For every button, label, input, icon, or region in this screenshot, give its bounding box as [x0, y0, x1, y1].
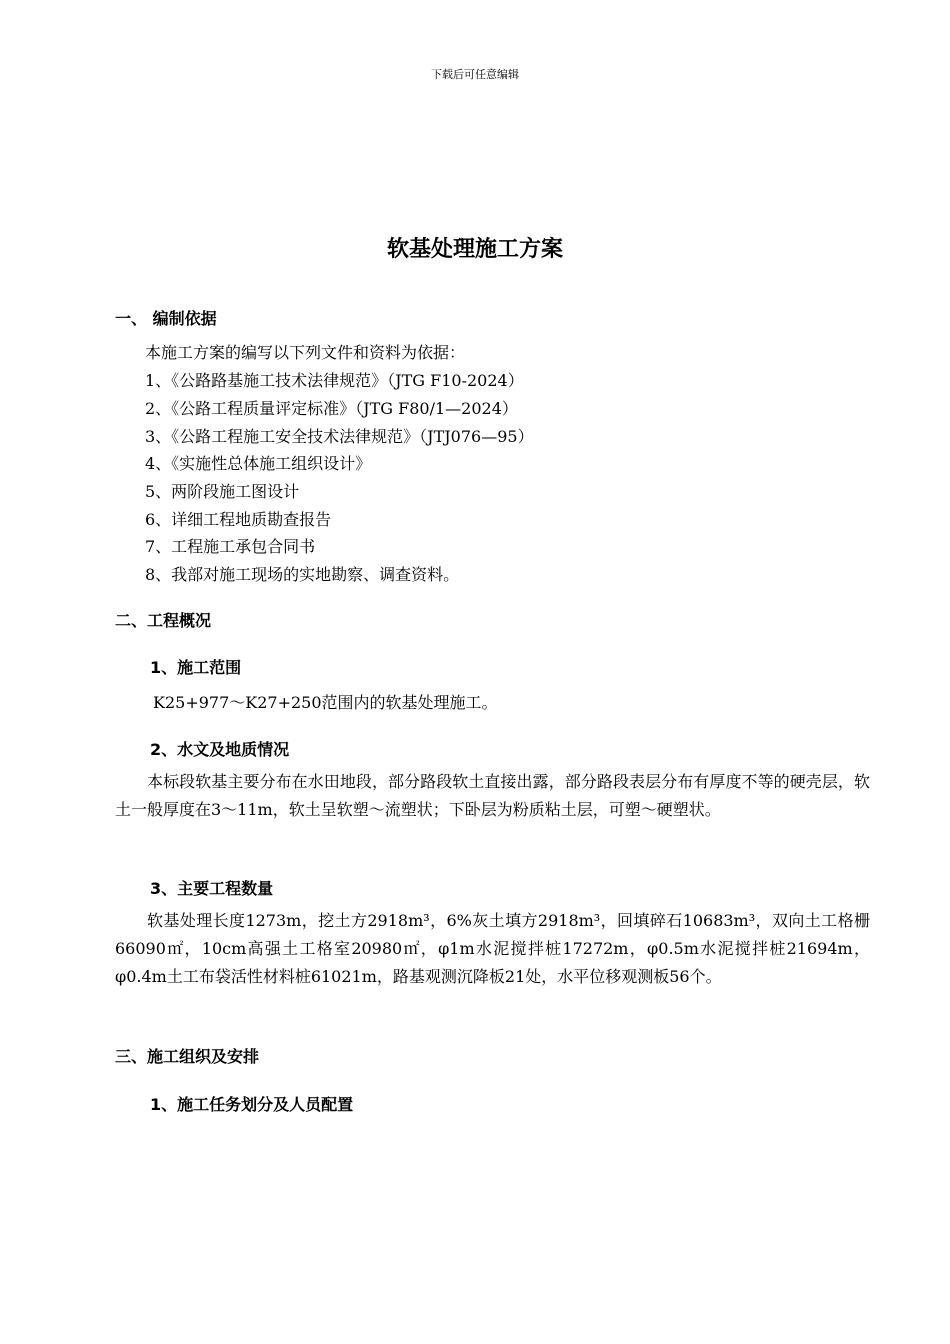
document-title: 软基处理施工方案 — [386, 237, 563, 262]
basis-item-5: 5、两阶段施工图设计 — [145, 482, 300, 501]
hydrogeology-text: 本标段软基主要分布在水田地段，部分路段软土直接出露，部分路段表层分布有厚度不等的硬壳层，软土一般厚度在3～11m，软土呈软塑～流塑状；下卧层为粉质粘土层，可塑～硬塑状。 — [115, 772, 870, 819]
section-heading-basis: 一、 编制依据 — [115, 309, 217, 328]
basis-item-4: 4、《实施性总体施工组织设计》 — [145, 454, 372, 473]
section-heading-organization: 三、施工组织及安排 — [115, 1047, 260, 1066]
quantities-text: 软基处理长度1273m，挖土方2918m³，6%灰土填方2918m³，回填碎石10683m³，双向土工格栅66090㎡，10cm高强土工格室20980㎡，φ1m水泥搅拌桩17272m，φ0.5m水泥搅拌桩21694m，φ0.4m土工布袋活性材料桩61021m，路基观测沉降板21处，水平位移观测板56个。 — [115, 911, 870, 986]
basis-item-6: 6、详细工程地质勘查报告 — [145, 510, 332, 529]
subheading-scope: 1、施工范围 — [150, 658, 242, 677]
scope-text: K25+977～K27+250范围内的软基处理施工。 — [153, 693, 498, 712]
basis-intro: 本施工方案的编写以下列文件和资料为依据： — [145, 343, 466, 362]
basis-item-7: 7、工程施工承包合同书 — [145, 537, 316, 556]
section-heading-overview: 二、工程概况 — [115, 611, 212, 630]
subheading-hydrogeology: 2、水文及地质情况 — [150, 740, 290, 759]
subheading-task-division: 1、施工任务划分及人员配置 — [150, 1095, 354, 1114]
basis-item-3: 3、《公路工程施工安全技术法律规范》（JTJ076—95） — [145, 427, 534, 446]
basis-item-8: 8、我部对施工现场的实地勘察、调查资料。 — [145, 565, 460, 584]
basis-item-2: 2、《公路工程质量评定标准》（JTG F80/1—2024） — [145, 399, 518, 418]
subheading-quantities: 3、主要工程数量 — [150, 879, 274, 898]
header-note: 下载后可任意编辑 — [431, 68, 519, 81]
basis-item-1: 1、《公路路基施工技术法律规范》（JTG F10-2024） — [145, 371, 524, 390]
